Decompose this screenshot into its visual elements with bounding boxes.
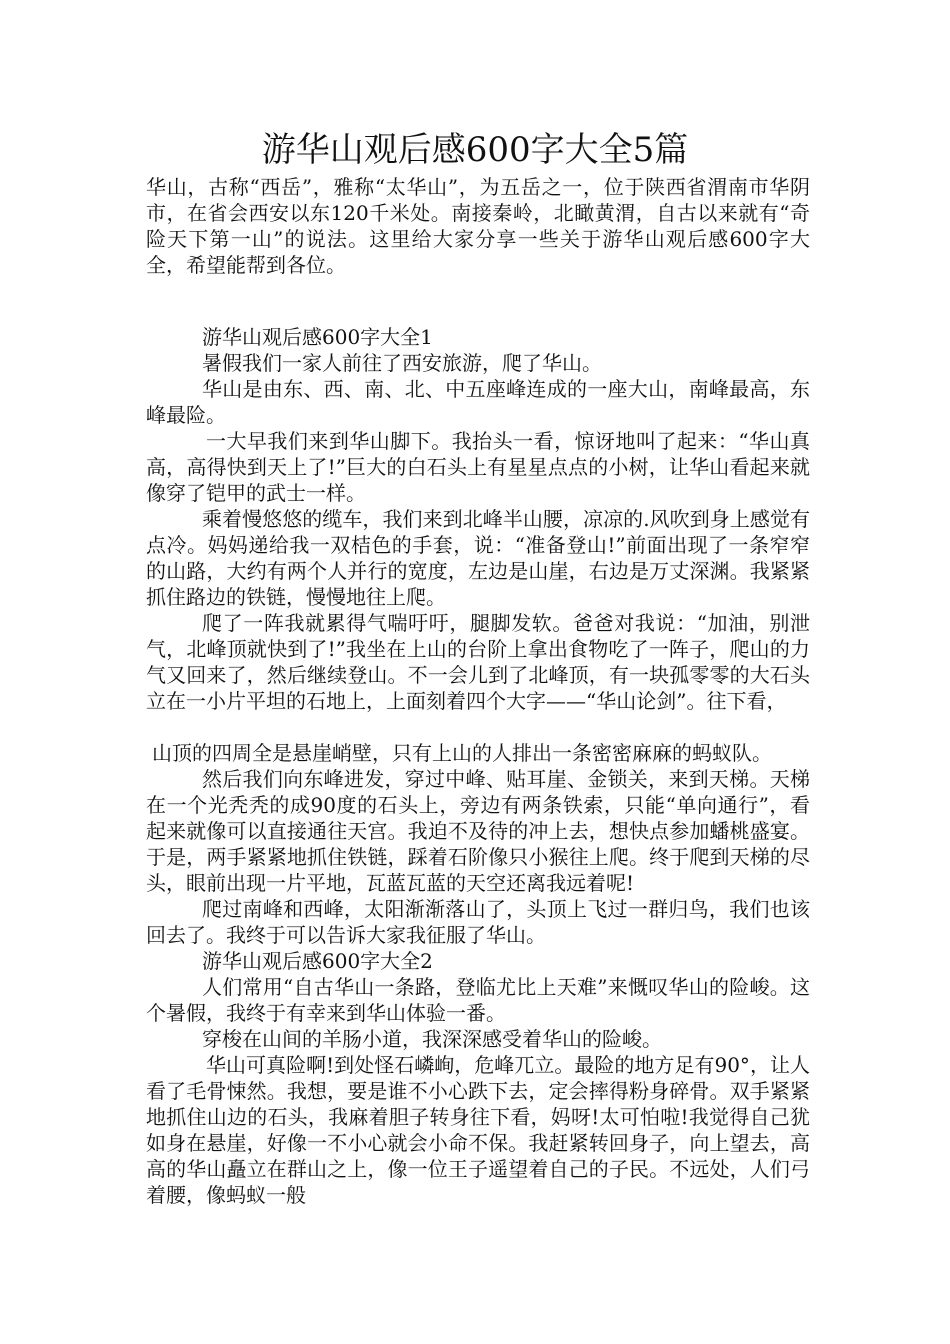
spacer xyxy=(146,278,810,304)
paragraph: 穿梭在山间的羊肠小道，我深深感受着华山的险峻。 xyxy=(202,1027,662,1051)
paragraph: 华山是由东、西、南、北、中五座峰连成的一座大山，南峰最高，东峰最险。 xyxy=(146,377,810,427)
paragraph: 华山可真险啊!到处怪石嶙峋，危峰兀立。最险的地方足有90°，让人看了毛骨悚然。我想，要是谁不小心跌下去，定会摔得粉身碎骨。双手紧紧地抓住山边的石头，我麻着胆子转身往下看，妈呀!太可怕啦!我觉得自己犹如身在悬崖，好像一不小心就会小命不保。我赶紧转回身子，向上望去，高高的华山矗立在群山之上，像一位王子遥望着自己的子民。不远处，人们弓着腰，像蚂蚁一般 xyxy=(146,1053,810,1207)
section-heading-2: 游华山观后感600字大全2 xyxy=(202,949,433,973)
paragraph: 山顶的四周全是悬崖峭壁，只有上山的人排出一条密密麻麻的蚂蚁队。 xyxy=(152,741,772,765)
intro-paragraph: 华山，古称“西岳”，雅称“太华山”，为五岳之一，位于陕西省渭南市华阴市，在省会西安以东120千米处。南接秦岭，北瞰黄渭，自古以来就有“奇险天下第一山”的说法。这里给大家分享一些关于游华山观后感600字大全，希望能帮到各位。 xyxy=(146,175,810,277)
paragraph: 暑假我们一家人前往了西安旅游，爬了华山。 xyxy=(202,351,602,375)
spacer xyxy=(146,304,810,324)
section-heading-1: 游华山观后感600字大全1 xyxy=(202,325,433,349)
document-title: 游华山观后感600字大全5篇 xyxy=(261,130,689,170)
paragraph: 人们常用“自古华山一条路，登临尤比上天难”来慨叹华山的险峻。这个暑假，我终于有幸来到华山体验一番。 xyxy=(146,975,810,1025)
paragraph: 爬了一阵我就累得气喘吁吁，腿脚发软。爸爸对我说：“加油，别泄气，北峰顶就快到了!”我坐在上山的台阶上拿出食物吃了一阵子，爬山的力气又回来了，然后继续登山。不一会儿到了北峰顶，有一块孤零零的大石头立在一小片平坦的石地上，上面刻着四个大字——“华山论剑”。往下看， xyxy=(146,611,810,713)
document-body xyxy=(146,174,810,1208)
paragraph: 爬过南峰和西峰，太阳渐渐落山了，头顶上飞过一群归鸟，我们也该回去了。我终于可以告诉大家我征服了华山。 xyxy=(146,897,810,947)
paragraph: 一大早我们来到华山脚下。我抬头一看，惊讶地叫了起来：“华山真高，高得快到天上了!”巨大的白石头上有星星点点的小树，让华山看起来就像穿了铠甲的武士一样。 xyxy=(146,429,810,505)
paragraph: 然后我们向东峰进发，穿过中峰、贴耳崖、金锁关，来到天梯。天梯在一个光秃秃的成90度的石头上，旁边有两条铁索，只能“单向通行”，看起来就像可以直接通往天宫。我迫不及待的冲上去，想快点参加蟠桃盛宴。于是，两手紧紧地抓住铁链，踩着石阶像只小猴往上爬。终于爬到天梯的尽头，眼前出现一片平地，瓦蓝瓦蓝的天空还离我远着呢! xyxy=(146,767,810,895)
paragraph: 乘着慢悠悠的缆车，我们来到北峰半山腰，凉凉的.风吹到身上感觉有点冷。妈妈递给我一双桔色的手套，说：“准备登山!”前面出现了一条窄窄的山路，大约有两个人并行的宽度，左边是山崖，右边是万丈深渊。我紧紧抓住路边的铁链，慢慢地往上爬。 xyxy=(146,507,810,609)
spacer xyxy=(146,714,810,740)
